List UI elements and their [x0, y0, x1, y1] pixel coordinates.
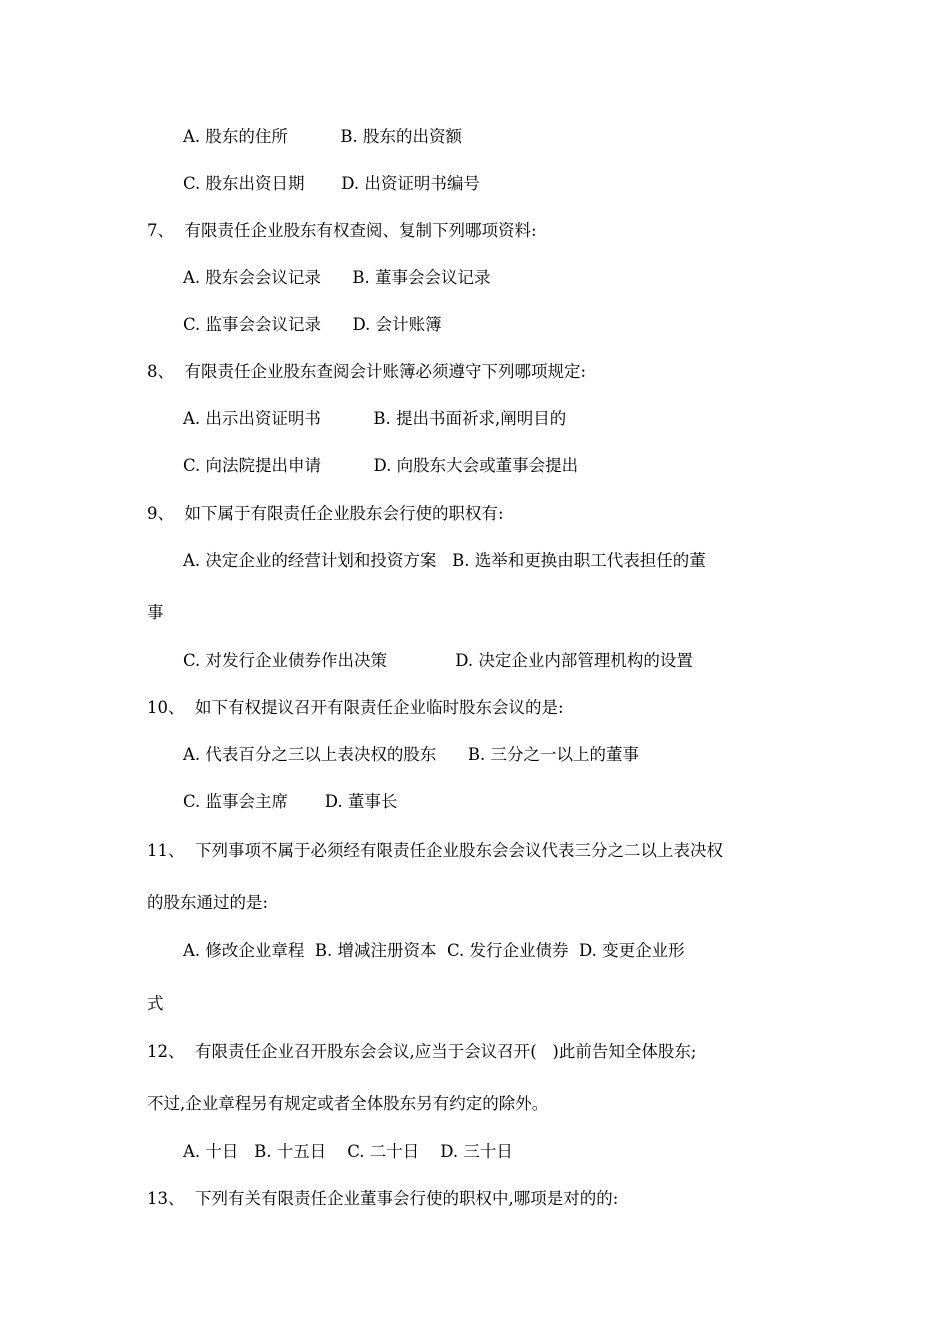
q7-options-cd: C. 监事会会议记录 D. 会计账簿 — [183, 315, 442, 334]
question-8: 8、 有限责任企业股东查阅会计账簿必须遵守下列哪项规定: — [147, 362, 587, 381]
q7-options-ab: A. 股东会会议记录 B. 董事会会议记录 — [183, 268, 491, 287]
question-12-continued: 不过,企业章程另有规定或者全体股东另有约定的除外。 — [147, 1094, 549, 1113]
q10-options-ab: A. 代表百分之三以上表决权的股东 B. 三分之一以上的董事 — [183, 745, 639, 764]
question-11: 11、 下列事项不属于必须经有限责任企业股东会会议代表三分之二以上表决权 — [147, 841, 723, 860]
q9-options-ab: A. 决定企业的经营计划和投资方案 B. 选举和更换由职工代表担任的董 — [183, 551, 706, 570]
question-9: 9、 如下属于有限责任企业股东会行使的职权有: — [147, 504, 504, 523]
question-10: 10、 如下有权提议召开有限责任企业临时股东会议的是: — [147, 698, 564, 717]
question-12: 12、 有限责任企业召开股东会会议,应当于会议召开( )此前告知全体股东; — [147, 1042, 697, 1061]
q12-options: A. 十日 B. 十五日 C. 二十日 D. 三十日 — [183, 1142, 513, 1161]
q9-options-ab-continued: 事 — [147, 603, 164, 622]
q11-options: A. 修改企业章程 B. 增减注册资本 C. 发行企业债券 D. 变更企业形 — [183, 941, 685, 960]
q10-options-cd: C. 监事会主席 D. 董事长 — [183, 792, 398, 811]
q6-options-cd: C. 股东出资日期 D. 出资证明书编号 — [183, 174, 480, 193]
q6-options-ab: A. 股东的住所 B. 股东的出资额 — [183, 127, 462, 146]
question-7: 7、 有限责任企业股东有权查阅、复制下列哪项资料: — [147, 221, 537, 240]
question-13: 13、 下列有关有限责任企业董事会行使的职权中,哪项是对的的: — [147, 1189, 619, 1208]
q11-options-continued: 式 — [147, 994, 164, 1013]
q8-options-ab: A. 出示出资证明书 B. 提出书面祈求,阐明目的 — [183, 409, 567, 428]
question-11-continued: 的股东通过的是: — [147, 893, 269, 912]
q9-options-cd: C. 对发行企业债券作出决策 D. 决定企业内部管理机构的设置 — [183, 651, 693, 670]
q8-options-cd: C. 向法院提出申请 D. 向股东大会或董事会提出 — [183, 456, 579, 475]
